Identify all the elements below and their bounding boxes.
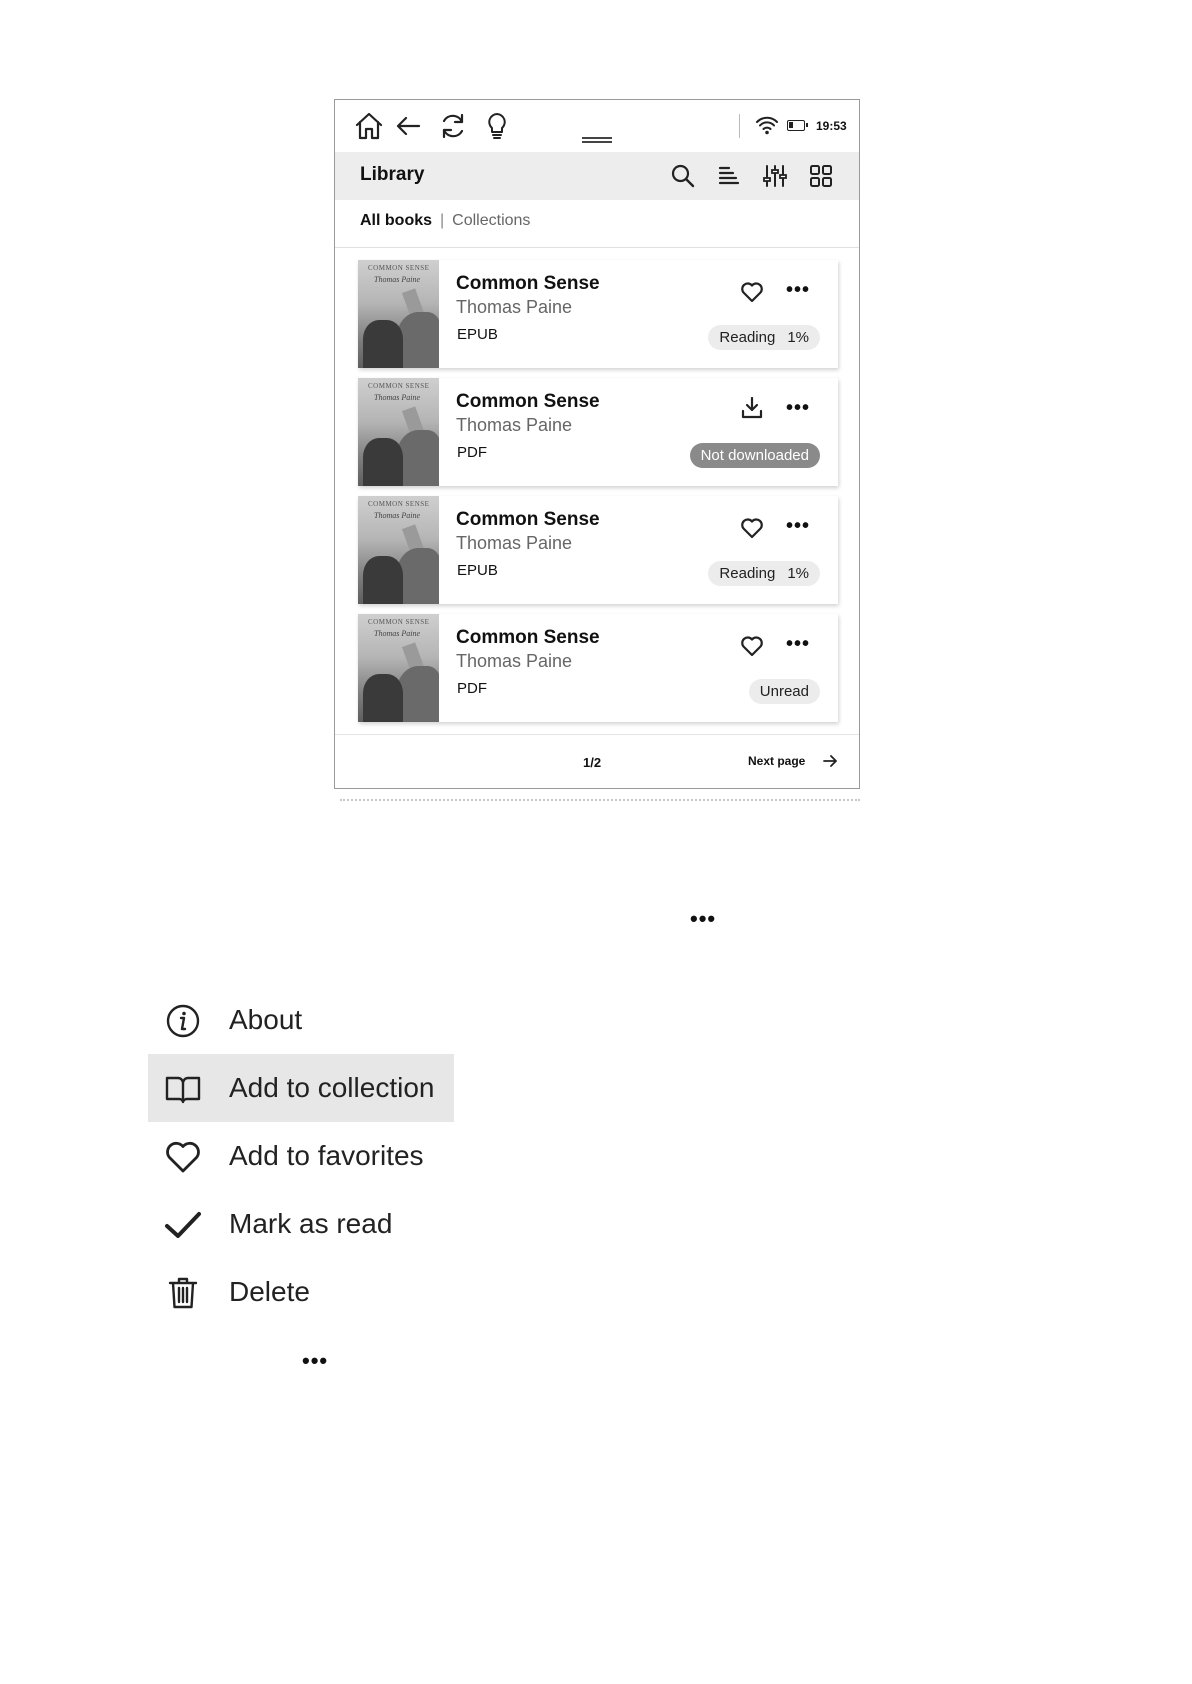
status-badge bbox=[708, 561, 820, 586]
menu-item-label: Mark as read bbox=[229, 1208, 393, 1239]
heart-icon[interactable] bbox=[739, 633, 765, 659]
sort-icon[interactable] bbox=[715, 162, 743, 190]
book-cover[interactable] bbox=[358, 378, 439, 486]
book-cover[interactable] bbox=[358, 496, 439, 604]
search-icon[interactable] bbox=[669, 162, 697, 190]
download-icon[interactable] bbox=[739, 395, 765, 421]
heart-icon bbox=[163, 1137, 203, 1177]
cover-title: COMMON SENSE bbox=[368, 264, 430, 272]
book-card[interactable] bbox=[358, 496, 838, 604]
more-options-button[interactable]: ••• bbox=[786, 279, 811, 301]
heart-icon[interactable] bbox=[739, 279, 765, 305]
library-header bbox=[335, 152, 859, 200]
status-label: Reading bbox=[719, 329, 776, 346]
book-card[interactable] bbox=[358, 378, 838, 486]
book-list bbox=[358, 260, 838, 732]
status-divider bbox=[739, 114, 740, 138]
book-author: Thomas Paine bbox=[456, 415, 573, 435]
status-badge bbox=[708, 325, 820, 350]
menu-item-label: Add to collection bbox=[229, 1072, 435, 1103]
cover-title: COMMON SENSE bbox=[368, 500, 430, 508]
clock: 19:53 bbox=[816, 119, 847, 133]
trash-icon bbox=[163, 1273, 203, 1313]
progress-label: 1% bbox=[787, 565, 809, 582]
tab-collections[interactable]: Collections bbox=[452, 212, 531, 229]
status-label: Not downloaded bbox=[700, 447, 809, 464]
book-format: EPUB bbox=[457, 562, 498, 579]
status-label: Unread bbox=[759, 683, 809, 700]
book-card[interactable] bbox=[358, 260, 838, 368]
cover-author: Thomas Paine bbox=[374, 511, 420, 520]
back-arrow-icon[interactable] bbox=[393, 110, 425, 142]
battery-icon bbox=[787, 120, 805, 131]
device-screen bbox=[334, 99, 860, 789]
tab-all-books[interactable]: All books bbox=[360, 212, 433, 229]
book-format: PDF bbox=[457, 444, 487, 461]
context-menu bbox=[148, 986, 454, 1326]
checkmark-icon bbox=[163, 1205, 203, 1245]
more-options-button[interactable]: ••• bbox=[786, 633, 811, 655]
status-badge bbox=[749, 679, 820, 704]
book-title: Common Sense bbox=[456, 391, 600, 412]
more-options-button[interactable]: ••• bbox=[786, 397, 811, 419]
menu-item-add-to-collection[interactable] bbox=[148, 1054, 454, 1122]
book-author: Thomas Paine bbox=[456, 297, 573, 317]
menu-item-delete[interactable] bbox=[148, 1258, 454, 1326]
info-icon bbox=[163, 1001, 203, 1041]
more-options-button[interactable]: ••• bbox=[690, 906, 717, 931]
status-label: Reading bbox=[719, 565, 776, 582]
cover-author: Thomas Paine bbox=[374, 393, 420, 402]
book-cover[interactable] bbox=[358, 260, 439, 368]
filter-sliders-icon[interactable] bbox=[761, 162, 789, 190]
menu-item-add-to-favorites[interactable] bbox=[148, 1122, 454, 1190]
cover-title: COMMON SENSE bbox=[368, 382, 430, 390]
menu-item-mark-as-read[interactable] bbox=[148, 1190, 454, 1258]
menu-item-label: Add to favorites bbox=[229, 1140, 424, 1171]
wifi-icon bbox=[755, 114, 779, 136]
page-title: Library bbox=[360, 164, 425, 185]
book-format: EPUB bbox=[457, 326, 498, 343]
grid-view-icon[interactable] bbox=[807, 162, 835, 190]
book-title: Common Sense bbox=[456, 273, 600, 294]
book-cover[interactable] bbox=[358, 614, 439, 722]
book-author: Thomas Paine bbox=[456, 533, 573, 553]
refresh-icon[interactable] bbox=[437, 110, 469, 142]
more-options-button[interactable]: ••• bbox=[302, 1348, 329, 1373]
lightbulb-icon[interactable] bbox=[481, 110, 513, 142]
tab-separator: | bbox=[440, 212, 445, 229]
book-title: Common Sense bbox=[456, 627, 600, 648]
drag-handle[interactable] bbox=[582, 137, 612, 143]
footer-divider bbox=[335, 734, 859, 735]
screen-edge-dotted-line bbox=[340, 799, 860, 801]
status-badge bbox=[690, 443, 820, 468]
book-title: Common Sense bbox=[456, 509, 600, 530]
cover-title: COMMON SENSE bbox=[368, 618, 430, 626]
arrow-right-icon[interactable] bbox=[821, 752, 839, 770]
cover-author: Thomas Paine bbox=[374, 275, 420, 284]
status-bar bbox=[335, 100, 859, 152]
tabs-divider bbox=[335, 247, 859, 248]
menu-item-label: About bbox=[229, 1004, 303, 1035]
heart-icon[interactable] bbox=[739, 515, 765, 541]
open-book-icon bbox=[163, 1069, 203, 1109]
menu-item-about[interactable] bbox=[148, 986, 454, 1054]
menu-item-label: Delete bbox=[229, 1276, 310, 1307]
home-icon[interactable] bbox=[353, 110, 385, 142]
progress-label: 1% bbox=[787, 329, 809, 346]
next-page-button[interactable]: Next page bbox=[748, 754, 806, 768]
book-author: Thomas Paine bbox=[456, 651, 573, 671]
cover-author: Thomas Paine bbox=[374, 629, 420, 638]
book-format: PDF bbox=[457, 680, 487, 697]
more-options-button[interactable]: ••• bbox=[786, 515, 811, 537]
page-indicator: 1/2 bbox=[583, 755, 602, 770]
book-card[interactable] bbox=[358, 614, 838, 722]
library-tabs bbox=[360, 212, 530, 230]
